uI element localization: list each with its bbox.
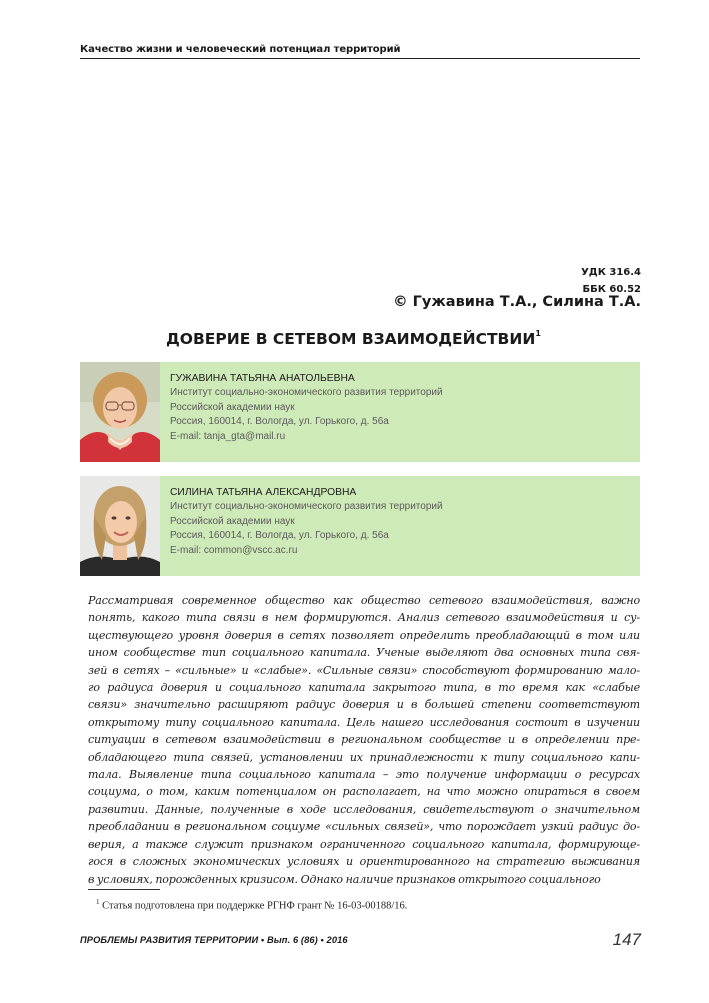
author-email[interactable]: E-mail: tanja_gta@mail.ru bbox=[170, 430, 286, 442]
abstract-line: го радиуса доверия и социального капитала закрытого типа, в то время как «слабые bbox=[88, 681, 640, 695]
author-address: Россия, 160014, г. Вологда, ул. Горького, д. 56а bbox=[170, 416, 389, 428]
abstract-line: гося в сложных экономических условиях и ориентированного на стратегию выживания bbox=[88, 855, 640, 869]
classification-codes bbox=[581, 264, 641, 298]
author-card-1 bbox=[80, 362, 640, 462]
abstract-line: ществующего уровня доверия в сетях позволяет определить преобладающий в том или bbox=[88, 628, 640, 642]
footnote-rule bbox=[88, 889, 160, 890]
running-head-title: Качество жизни и человеческий потенциал территорий bbox=[80, 44, 401, 55]
author-email[interactable]: E-mail: common@vscc.ac.ru bbox=[170, 544, 298, 556]
abstract-line: ином сообществе тип социального капитала. Ученые выделяют два основных типа свя- bbox=[88, 646, 640, 660]
abstract-line: преобладании в региональном социуме «сильных связей», что порождает узкий радиус до- bbox=[88, 820, 640, 834]
footnote-mark: 1 bbox=[96, 898, 100, 906]
abstract-line: связи» значительно расширяют радиус доверия и в большей степени соответствуют bbox=[88, 698, 640, 712]
abstract-line: понять, какого типа связи в нем формируются. Анализ сетевого взаимодействия и су- bbox=[88, 611, 640, 625]
header-rule bbox=[80, 58, 640, 59]
author-name: СИЛИНА ТАТЬЯНА АЛЕКСАНДРОВНА bbox=[170, 487, 357, 498]
author-photo-1 bbox=[80, 362, 160, 462]
author-photo-2 bbox=[80, 476, 160, 576]
copyright-authors: © Гужавина Т.А., Силина Т.А. bbox=[393, 294, 641, 310]
abstract bbox=[88, 592, 640, 888]
abstract-line: тала. Выявление типа социального капитала – это получение информации о ресурсах bbox=[88, 768, 640, 782]
author-academy: Российской академии наук bbox=[170, 401, 295, 413]
abstract-line: обладающего типа связей, установлении их принадлежности к типу социального капи- bbox=[88, 750, 640, 764]
author-info-1 bbox=[160, 362, 640, 462]
abstract-line: открытому типу социального капитала. Цель нашего исследования состоит в изучении bbox=[88, 715, 640, 729]
abstract-line: зей в сетях – «сильные» и «слабые». «Сильные связи» способствуют формированию мало- bbox=[88, 663, 640, 677]
author-name: ГУЖАВИНА ТАТЬЯНА АНАТОЛЬЕВНА bbox=[170, 373, 355, 384]
article-title-text: ДОВЕРИЕ В СЕТЕВОМ ВЗАИМОДЕЙСТВИИ bbox=[166, 330, 536, 348]
bbk-code: ББК 60.52 bbox=[582, 284, 641, 295]
abstract-line: верия, а также служит признаком ограниченного социального капитала, формирующе- bbox=[88, 837, 640, 851]
footnote-text: Статья подготовлена при поддержке РГНФ грант № 16-03-00188/16. bbox=[99, 900, 408, 912]
abstract-line: ситуации в сетевом взаимодействии в региональном сообществе и в определении пре- bbox=[88, 733, 640, 747]
abstract-line: Рассматривая современное общество как общество сетевого взаимодействия, важно bbox=[88, 594, 640, 607]
udk-code: УДК 316.4 bbox=[581, 267, 641, 278]
footnote bbox=[96, 898, 407, 912]
page-number: 147 bbox=[612, 930, 641, 949]
author-institute: Институт социально-экономического развития территорий bbox=[170, 387, 443, 399]
article-title bbox=[166, 330, 541, 348]
author-address: Россия, 160014, г. Вологда, ул. Горького, д. 56а bbox=[170, 530, 389, 542]
author-card-2 bbox=[80, 476, 640, 576]
author-academy: Российской академии наук bbox=[170, 515, 295, 527]
footer-journal-info: ПРОБЛЕМЫ РАЗВИТИЯ ТЕРРИТОРИИ • Вып. 6 (86) • 2016 bbox=[80, 935, 348, 945]
title-footnote-mark: 1 bbox=[535, 329, 541, 338]
abstract-line: в условиях, порожденных кризисом. Однако наличие признаков открытого социального bbox=[88, 872, 601, 886]
abstract-line: социума, о том, каким потенциалом он располагает, на что можно опираться в своем bbox=[88, 785, 640, 799]
abstract-line: развитии. Данные, полученные в ходе исследования, свидетельствуют о значительном bbox=[88, 802, 640, 816]
author-institute: Институт социально-экономического развития территорий bbox=[170, 501, 443, 513]
author-info-2 bbox=[160, 476, 640, 576]
